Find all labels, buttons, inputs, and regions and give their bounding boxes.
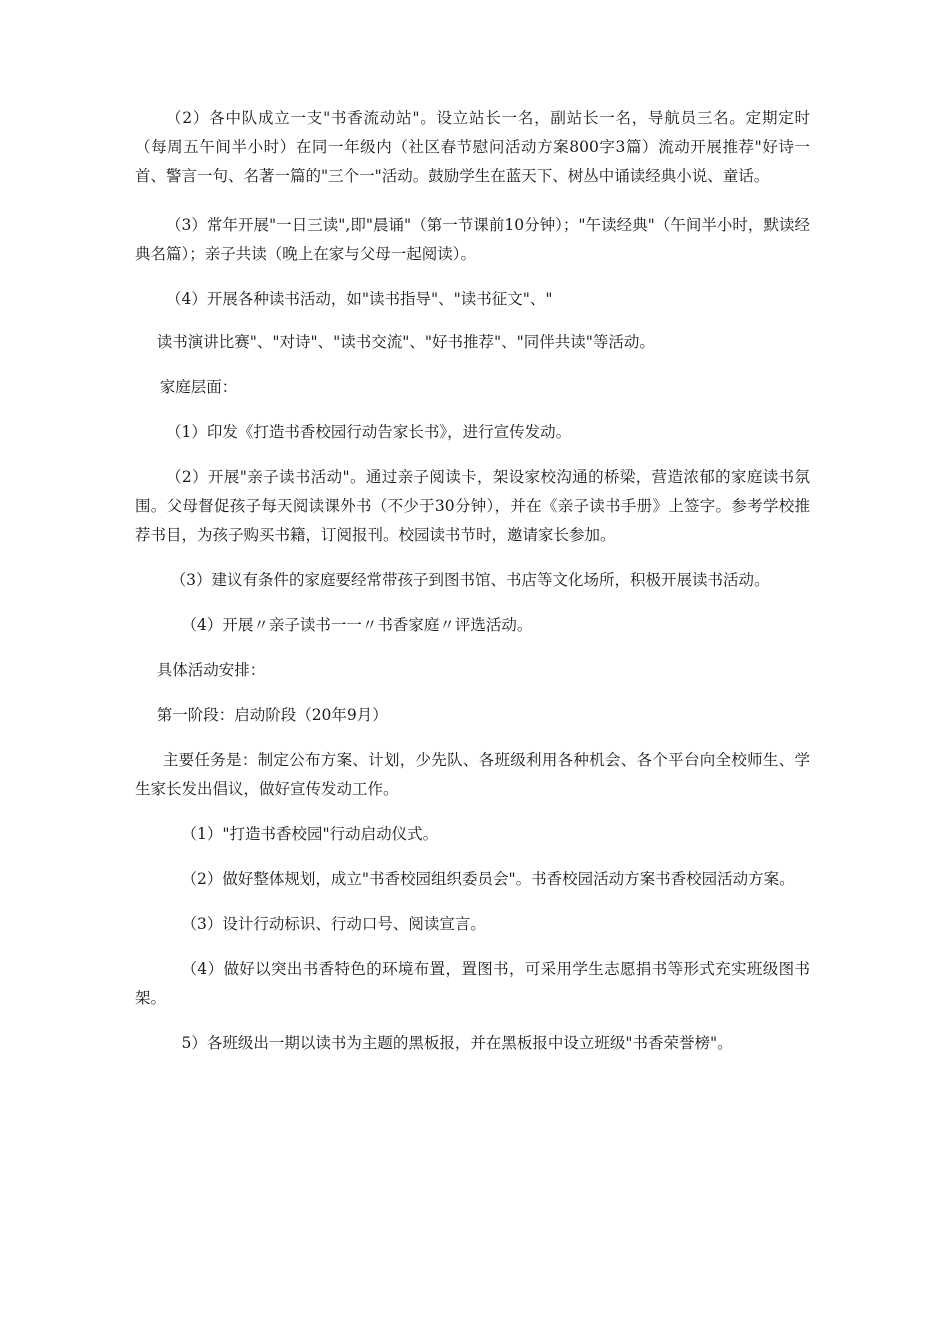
heading-family-level: 家庭层面： [159, 378, 238, 396]
paragraph-main-tasks: 主要任务是：制定公布方案、计划，少先队、各班级利用各种机会、各个平台向全校师生、学生家长发出倡议，做好宣传发动工作。 [135, 751, 810, 798]
paragraph-blackboard: 5）各班级出一期以读书为主题的黑板报，并在黑板报中设立班级"书香荣誉榜"。 [181, 1034, 733, 1052]
paragraph-library-visits: （3）建议有条件的家庭要经常带孩子到图书馆、书店等文化场所，积极开展读书活动。 [170, 571, 770, 589]
paragraph-reading-activities-cont: 读书演讲比赛"、"对诗"、"读书交流"、"好书推荐"、"同伴共读"等活动。 [156, 333, 655, 351]
heading-stage-one: 第一阶段：启动阶段（20年9月） [156, 706, 388, 724]
paragraph-reading-station: （2）各中队成立一支"书香流动站"。设立站长一名，副站长一名，导航员三名。定期定时（每周五午间半小时）在同一年级内（社区春节慰问活动方案800字3篇）流动开展推荐"好诗一首、警言一句、名著一篇的"三个一"活动。鼓励学生在蓝天下、树丛中诵读经典小说、童话。 [135, 109, 810, 185]
paragraph-family-selection: （4）开展〃亲子读书一一〃书香家庭〃评选活动。 [181, 616, 533, 634]
paragraph-reading-activities: （4）开展各种读书活动，如"读书指导"、"读书征文"、" [166, 290, 553, 308]
paragraph-launch-ceremony: （1）"打造书香校园"行动启动仪式。 [181, 825, 439, 843]
heading-activity-schedule: 具体活动安排： [156, 661, 266, 679]
paragraph-parent-letter: （1）印发《打造书香校园行动告家长书》，进行宣传发动。 [166, 423, 572, 441]
paragraph-committee: （2）做好整体规划，成立"书香校园组织委员会"。书香校园活动方案书香校园活动方案。 [181, 870, 795, 888]
paragraph-environment: （4）做好以突出书香特色的环境布置，置图书，可采用学生志愿捐书等形式充实班级图书架。 [135, 960, 810, 1007]
paragraph-slogan-design: （3）设计行动标识、行动口号、阅读宣言。 [181, 915, 486, 933]
document-body [135, 104, 810, 1074]
paragraph-three-readings: （3）常年开展"一日三读",即"晨诵"（第一节课前10分钟）；"午读经典"（午间半小时，默读经典名篇）；亲子共读（晚上在家与父母一起阅读）。 [135, 216, 810, 263]
paragraph-parent-child-reading: （2）开展"亲子读书活动"。通过亲子阅读卡，架设家校沟通的桥梁，营造浓郁的家庭读书氛围。父母督促孩子每天阅读课外书（不少于30分钟），并在《亲子读书手册》上签字。参考学校推荐书目，为孩子购买书籍，订阅报刊。校园读书节时，邀请家长参加。 [135, 468, 810, 544]
